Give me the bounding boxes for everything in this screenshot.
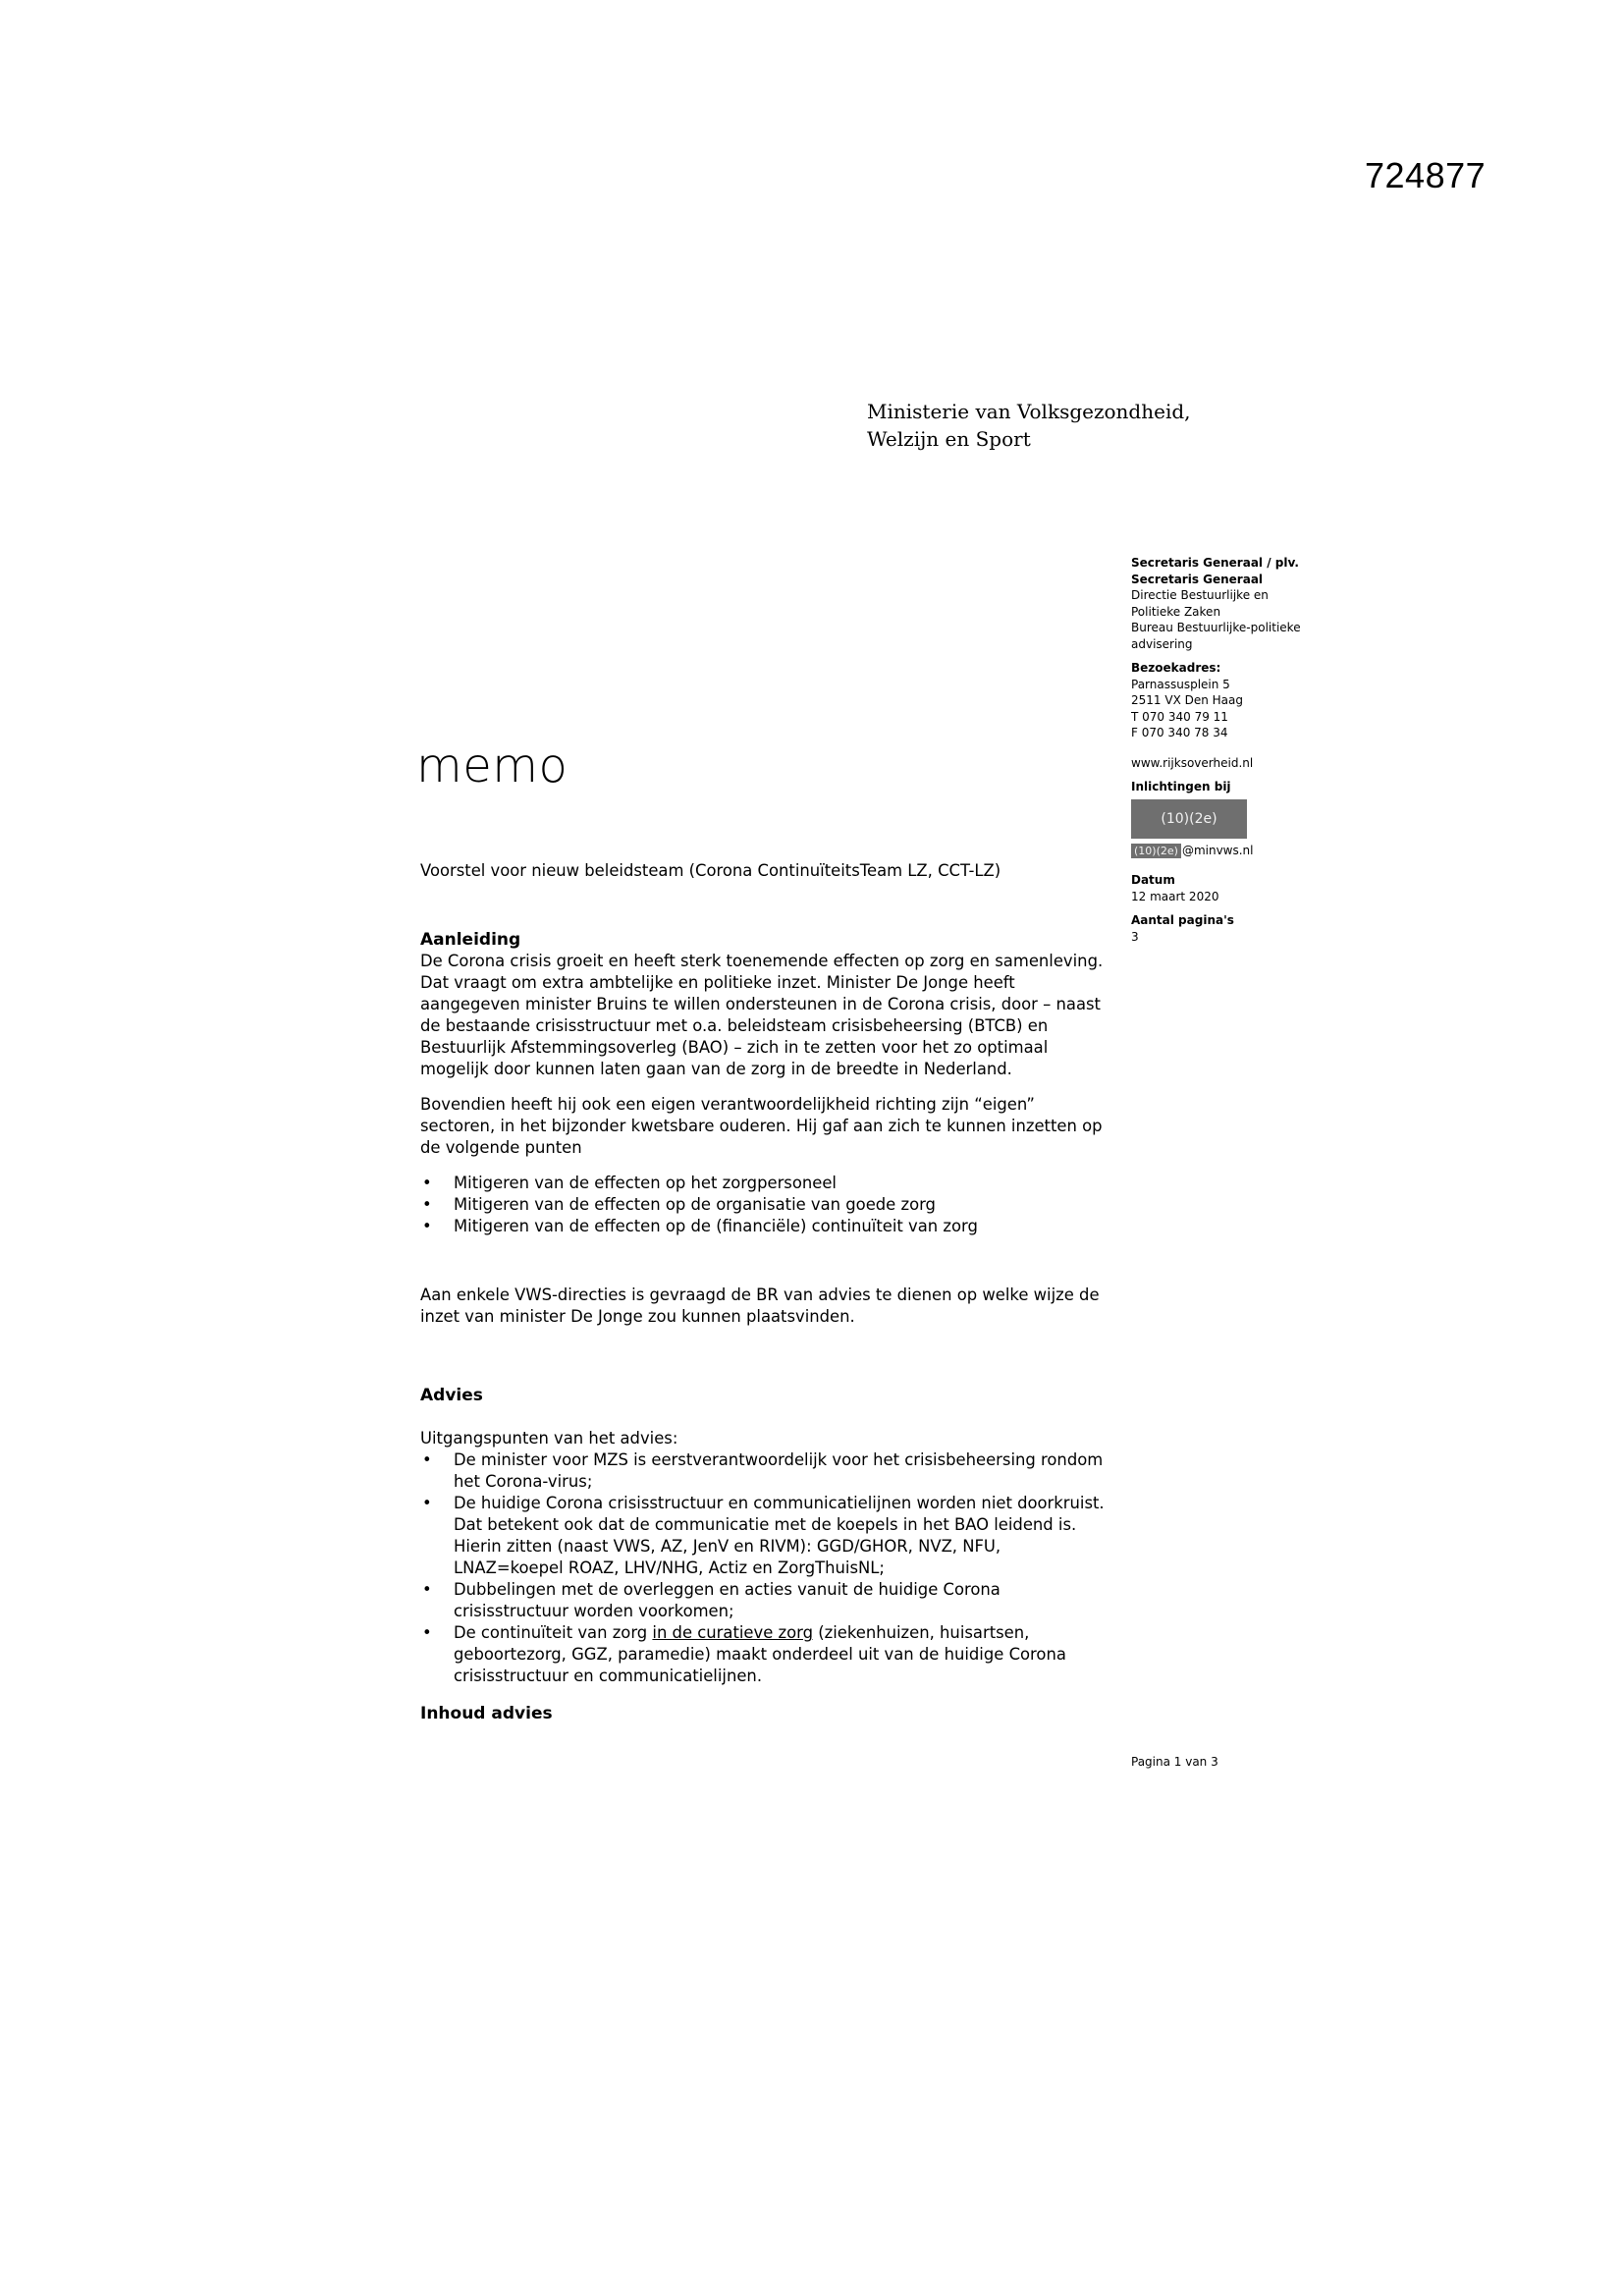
date-value: 12 maart 2020 [1131, 889, 1219, 903]
bullet-text: (ziekenhuizen, huisartsen, geboortezorg, GGZ, paramedie) maakt onderdeel uit van de huidige Corona crisisstructuur en communicatielijnen. [454, 1623, 1066, 1685]
visit-address-label: Bezoekadres: [1131, 661, 1221, 675]
page-count-value: 3 [1131, 929, 1139, 944]
page-count-label: Aantal pagina's [1131, 913, 1234, 927]
memo-body [420, 860, 1109, 1724]
aanleiding-bullet-list [420, 1173, 1109, 1237]
sidebar-org-6: advisering [1131, 636, 1193, 651]
fax-number: F 070 340 78 34 [1131, 726, 1228, 739]
contact-label: Inlichtingen bij [1131, 780, 1231, 793]
ministry-logo-text [867, 398, 1191, 453]
ministry-line-1: Ministerie van Volksgezondheid, [867, 400, 1191, 423]
list-item: • De huidige Corona crisisstructuur en communicatielijnen worden niet doorkruist. Dat betekent ook dat de communicatie met de koepels in het BAO leidend is. Hierin zitten (naast VWS, AZ, JenV en RIVM): GGD/GHOR, NVZ, NFU, LNAZ=koepel ROAZ, LHV/NHG, Actiz en ZorgThuisNL; [420, 1493, 1109, 1579]
list-item [420, 1622, 1109, 1687]
redacted-contact-name: (10)(2e) [1131, 799, 1247, 839]
underlined-phrase: in de curatieve zorg [652, 1623, 813, 1642]
advies-bullet-list [420, 1449, 1109, 1687]
list-item: • Mitigeren van de effecten op de (financiële) continuïteit van zorg [420, 1216, 1109, 1237]
advies-heading: Advies [420, 1386, 483, 1405]
contact-email [1131, 843, 1347, 859]
sidebar-org-3: Directie Bestuurlijke en [1131, 588, 1269, 602]
website-link[interactable]: www.rijksoverheid.nl [1131, 755, 1254, 770]
sidebar-org-2: Secretaris Generaal [1131, 572, 1264, 586]
aanleiding-paragraph-3: Aan enkele VWS-directies is gevraagd de BR van advies te dienen op welke wijze de inzet van minister De Jonge zou kunnen plaatsvinden. [420, 1285, 1100, 1326]
advies-intro: Uitgangspunten van het advies: [420, 1429, 678, 1448]
inhoud-advies-heading: Inhoud advies [420, 1704, 553, 1723]
phone-number: T 070 340 79 11 [1131, 709, 1228, 724]
sidebar-org-5: Bureau Bestuurlijke-politieke [1131, 621, 1301, 634]
list-item: • Dubbelingen met de overleggen en acties vanuit de huidige Corona crisisstructuur worden voorkomen; [420, 1579, 1109, 1622]
visit-address-city: 2511 VX Den Haag [1131, 693, 1243, 707]
list-item: • Mitigeren van de effecten op de organisatie van goede zorg [420, 1194, 1109, 1216]
bullet-text: De continuïteit van zorg [454, 1623, 653, 1642]
email-domain: @minvws.nl [1181, 843, 1254, 857]
redacted-email-user: (10)(2e) [1131, 844, 1181, 858]
document-number: 724877 [1365, 155, 1487, 195]
aanleiding-paragraph-2: Bovendien heeft hij ook een eigen verantwoordelijkheid richting zijn “eigen” sectoren, in het bijzonder kwetsbare ouderen. Hij gaf aan zich te kunnen inzetten op de volgende punten [420, 1095, 1103, 1157]
memo-title: memo [416, 738, 568, 793]
sidebar-org-4: Politieke Zaken [1131, 604, 1221, 619]
sidebar-org-1: Secretaris Generaal / plv. [1131, 556, 1299, 570]
memo-subject: Voorstel voor nieuw beleidsteam (Corona ContinuïteitsTeam LZ, CCT-LZ) [420, 861, 1001, 880]
sender-sidebar [1131, 555, 1347, 945]
aanleiding-paragraph-1: De Corona crisis groeit en heeft sterk toenemende effecten op zorg en samenleving. Dat vraagt om extra ambtelijke en politieke inzet. Minister De Jonge heeft aangegeven minister Bruins te willen ondersteunen in de Corona crisis, door – naast de bestaande crisisstructuur met o.a. beleidsteam crisisbeheersing (BTCB) en Bestuurlijk Afstemmingsoverleg (BAO) – zich in te zetten voor het zo optimaal mogelijk door kunnen laten gaan van de zorg in de breedte in Nederland. [420, 952, 1104, 1078]
list-item: • De minister voor MZS is eerstverantwoordelijk voor het crisisbeheersing rondom het Corona-virus; [420, 1449, 1109, 1493]
visit-address-street: Parnassusplein 5 [1131, 677, 1230, 691]
aanleiding-heading: Aanleiding [420, 930, 521, 950]
page-number-footer: Pagina 1 van 3 [1131, 1755, 1218, 1769]
ministry-line-2: Welzijn en Sport [867, 427, 1031, 451]
list-item: • Mitigeren van de effecten op het zorgpersoneel [420, 1173, 1109, 1194]
date-label: Datum [1131, 873, 1175, 887]
